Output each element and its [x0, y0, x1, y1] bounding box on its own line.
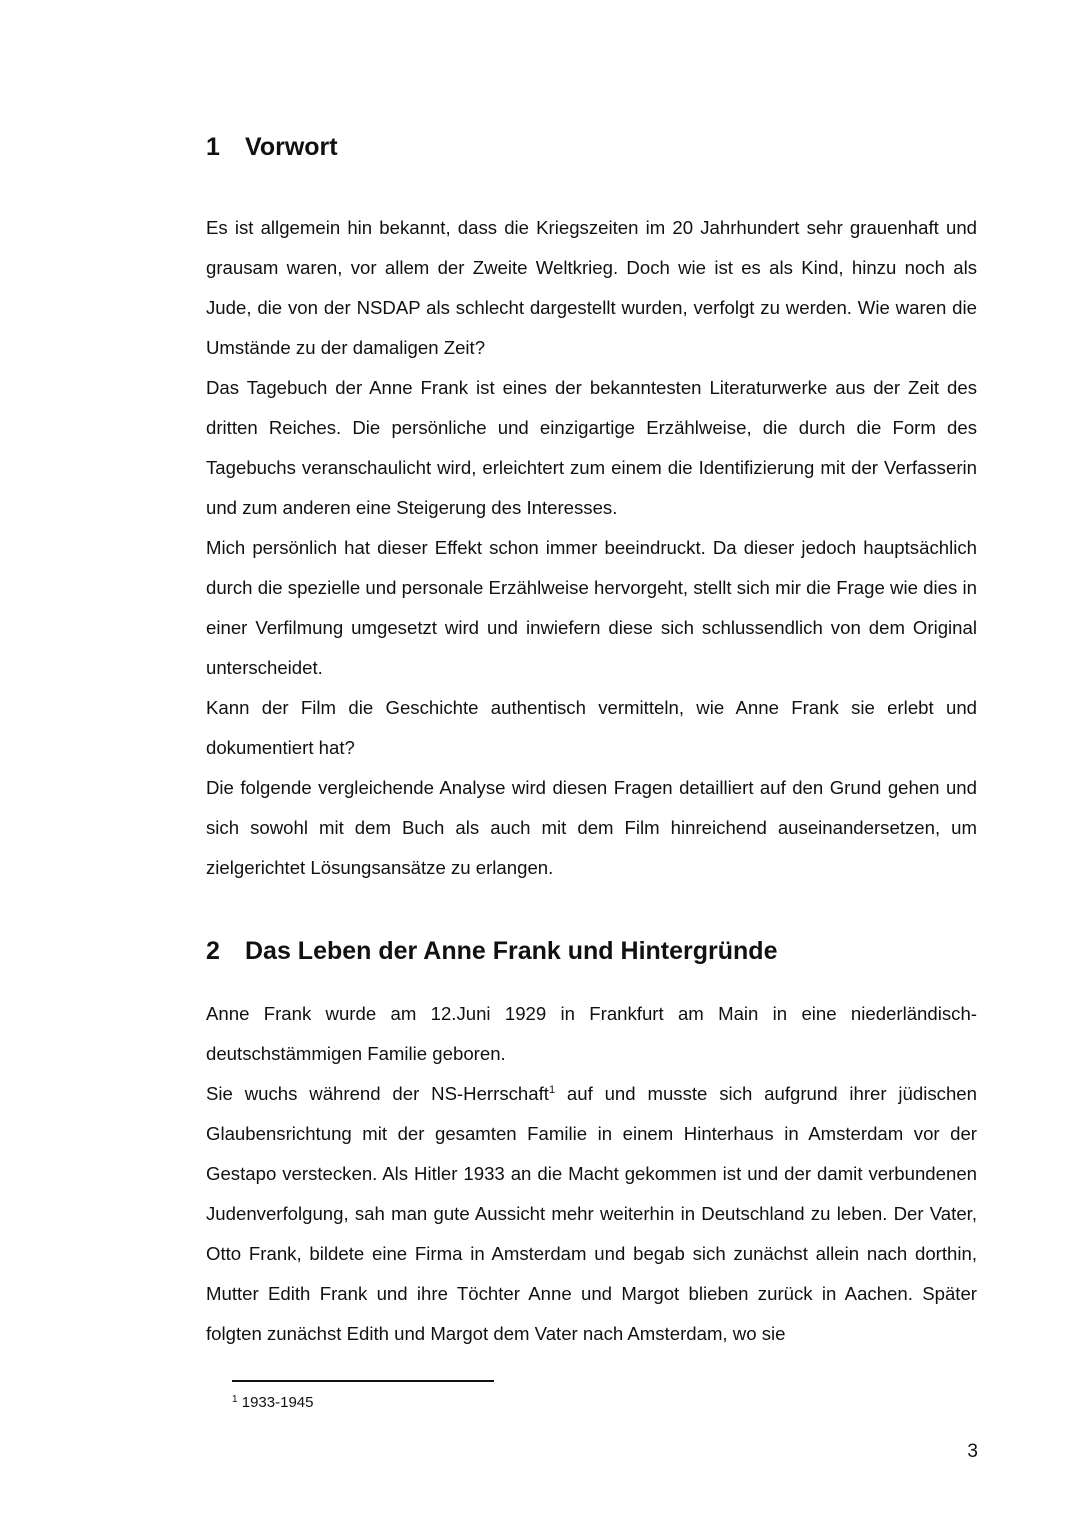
- section-heading-vorwort: [206, 132, 338, 162]
- paragraph: Kann der Film die Geschichte authentisch vermitteln, wie Anne Frank sie erlebt und dokumentiert hat?: [206, 697, 977, 758]
- paragraph-text: Sie wuchs während der NS-Herrschaft: [206, 1083, 549, 1104]
- paragraph-text: auf und musste sich aufgrund ihrer jüdischen Glaubensrichtung mit der gesamten Familie in einem Hinterhaus in Amsterdam vor der Gestapo verstecken. Als Hitler 1933 an die Macht gekommen ist und der damit verbundenen Judenverfolgung, sah man gute Aussicht mehr weiterhin in Deutschland zu leben. Der Vater, Otto Frank, bildete eine Firma in Amsterdam und begab sich zunächst allein nach dorthin, Mutter Edith Frank und ihre Töchter Anne und Margot blieben zurück in Aachen. Später folgten zunächst Edith und Margot dem Vater nach Amsterdam, wo sie: [206, 1083, 977, 1344]
- footnote: [232, 1393, 313, 1413]
- footnote-text: 1933-1945: [241, 1394, 314, 1411]
- footnote-reference[interactable]: 1: [548, 1084, 556, 1096]
- section-number: 1: [206, 133, 220, 161]
- footnote-separator: [232, 1380, 494, 1382]
- paragraph: Das Tagebuch der Anne Frank ist eines der bekanntesten Literaturwerke aus der Zeit des dritten Reiches. Die persönliche und einzigartige Erzählweise, die durch die Form des Tagebuchs veranschaulicht wird, erleichtert zum einem die Identifizierung mit der Verfasserin und zum anderen eine Steigerung des Interesses.: [206, 377, 977, 518]
- section-title: Das Leben der Anne Frank und Hintergründe: [245, 937, 778, 965]
- paragraph: Anne Frank wurde am 12.Juni 1929 in Frankfurt am Main in eine niederländisch-deutschstämmigen Familie geboren.: [206, 1003, 977, 1064]
- section-body-vorwort: [206, 208, 977, 888]
- page-number: 3: [967, 1441, 978, 1462]
- paragraph: Die folgende vergleichende Analyse wird diesen Fragen detailliert auf den Grund gehen und sich sowohl mit dem Buch als auch mit dem Film hinreichend auseinandersetzen, um zielgerichtet Lösungsansätze zu erlangen.: [206, 777, 977, 878]
- paragraph: [206, 1074, 977, 1354]
- section-body-leben: [206, 994, 977, 1354]
- footnote-mark: 1: [232, 1394, 238, 1405]
- paragraph: Es ist allgemein hin bekannt, dass die Kriegszeiten im 20 Jahrhundert sehr grauenhaft und grausam waren, vor allem der Zweite Weltkrieg. Doch wie ist es als Kind, hinzu noch als Jude, die von der NSDAP als schlecht dargestellt wurden, verfolgt zu werden. Wie waren die Umstände zu der damaligen Zeit?: [206, 217, 977, 358]
- paragraph: Mich persönlich hat dieser Effekt schon immer beeindruckt. Da dieser jedoch hauptsächlich durch die spezielle und personale Erzählweise hervorgeht, stellt sich mir die Frage wie dies in einer Verfilmung umgesetzt wird und inwiefern diese sich schlussendlich von dem Original unterscheidet.: [206, 537, 977, 678]
- section-heading-leben: [206, 936, 777, 966]
- section-number: 2: [206, 937, 220, 965]
- section-title: Vorwort: [245, 133, 338, 161]
